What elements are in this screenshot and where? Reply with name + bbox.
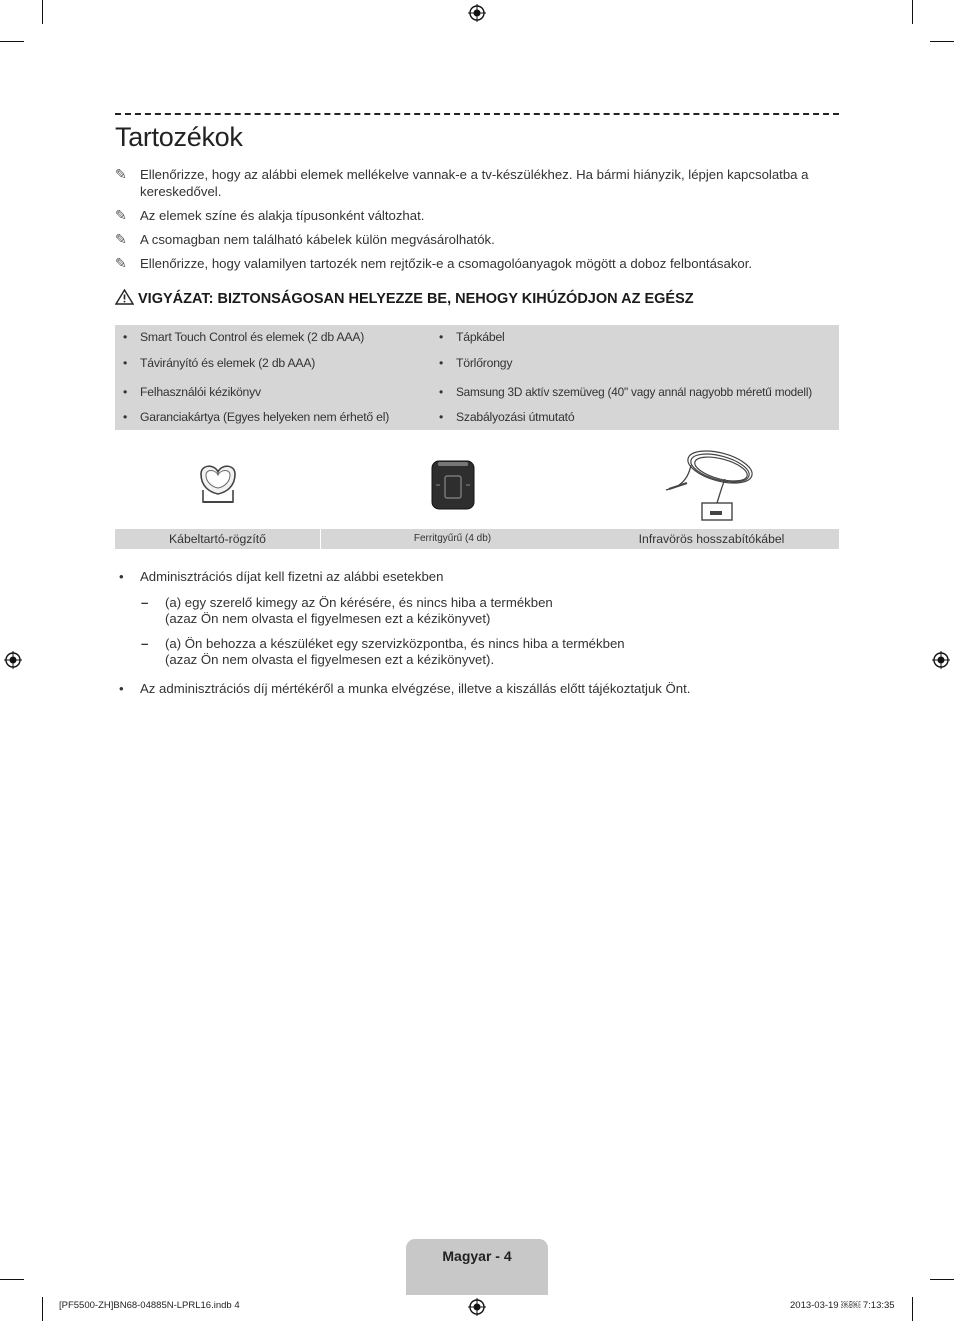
registration-mark-icon (468, 4, 486, 22)
accessory-images (115, 440, 839, 528)
note-pencil-icon: ✎ (115, 255, 127, 271)
section-divider (115, 113, 839, 115)
page-number-tab (406, 1239, 548, 1295)
registration-mark-icon (4, 651, 22, 669)
accessory-item: • Felhasználói kézikönyv (123, 385, 261, 399)
caption-cable-holder: Kábeltartó-rögzítő (169, 532, 266, 546)
footer-timestamp: 2013-03-19 ￼￼ 7:13:35 (790, 1300, 895, 1311)
accessory-item: • Távirányító és elemek (2 db AAA) (123, 356, 316, 370)
page-title: Tartozékok (115, 122, 243, 152)
note-text: Ellenőrizze, hogy az alábbi elemek mellékelve vannak-e a tv-készülékhez. Ha bármi hiányzik, lépjen kapcsolatba a kereskedővel. (140, 167, 809, 199)
caution-heading (115, 289, 694, 307)
note-item (115, 166, 845, 200)
crop-mark (42, 1297, 43, 1321)
accessory-item: • Samsung 3D aktív szemüveg (40" vagy annál nagyobb méretű modell) (439, 385, 812, 399)
note-text: A csomagban nem található kábelek külön megvásárolhatók. (140, 232, 495, 247)
sub-list-item: – (a) egy szerelő kimegy az Ön kérésére, és nincs hiba a termékben (azaz Ön nem olvasta el figyelmesen ezt a kézikönyvet) (141, 595, 553, 626)
crop-mark (0, 1279, 24, 1280)
crop-mark (912, 0, 913, 24)
note-pencil-icon: ✎ (115, 207, 127, 223)
ir-extender-cable-icon (665, 445, 760, 527)
accessory-item: • Törlőrongy (439, 356, 513, 370)
list-item: • Az adminisztrációs díj mértékéről a munka elvégzése, illetve a kiszállás előtt tájékoztatjuk Önt. (119, 681, 691, 696)
crop-mark (0, 41, 24, 42)
fee-info-list (115, 568, 845, 697)
warning-triangle-icon (115, 289, 134, 305)
footer-file-info: [PF5500-ZH]BN68-04885N-LPRL16.indb 4 (59, 1300, 240, 1311)
crop-mark (930, 1279, 954, 1280)
notes-list (115, 166, 845, 279)
crop-mark (42, 0, 43, 24)
caution-text: VIGYÁZAT: BIZTONSÁGOSAN HELYEZZE BE, NEHOGY KIHÚZÓDJON AZ EGÉSZ (138, 291, 694, 307)
caption-ferrite-core: Ferritgyűrű (4 db) (413, 533, 492, 544)
accessory-item: • Tápkábel (439, 330, 505, 344)
page-number: Magyar - 4 (442, 1248, 512, 1264)
accessory-item: • Garanciakártya (Egyes helyeken nem érhető el) (123, 410, 390, 424)
sub-list-item: – (a) Ön behozza a készüléket egy szervizközpontba, és nincs hiba a termékben (azaz Ön nem olvasta el figyelmesen ezt a kézikönyvet). (141, 636, 625, 667)
note-text: Ellenőrizze, hogy valamilyen tartozék nem rejtőzik-e a csomagolóanyagok mögött a doboz felbontásakor. (140, 256, 753, 271)
accessory-item: • Smart Touch Control és elemek (2 db AAA) (123, 330, 365, 344)
pictured-items-captions (115, 529, 839, 549)
crop-mark (912, 1297, 913, 1321)
note-pencil-icon: ✎ (115, 231, 127, 247)
accessory-item: • Szabályozási útmutató (439, 410, 575, 424)
registration-mark-icon (468, 1298, 486, 1316)
note-item (115, 231, 845, 248)
note-item (115, 207, 845, 224)
cable-holder-icon (193, 460, 243, 510)
note-text: Az elemek színe és alakja típusonként változhat. (140, 208, 425, 223)
note-item (115, 255, 845, 272)
accessories-panel (115, 325, 839, 430)
caption-ir-extender-cable: Infravörös hosszabítókábel (638, 532, 785, 546)
note-pencil-icon: ✎ (115, 166, 127, 182)
ferrite-core-icon (430, 459, 476, 511)
registration-mark-icon (932, 651, 950, 669)
list-item: • Adminisztrációs díjat kell fizetni az alábbi esetekben (119, 569, 444, 584)
crop-mark (930, 41, 954, 42)
